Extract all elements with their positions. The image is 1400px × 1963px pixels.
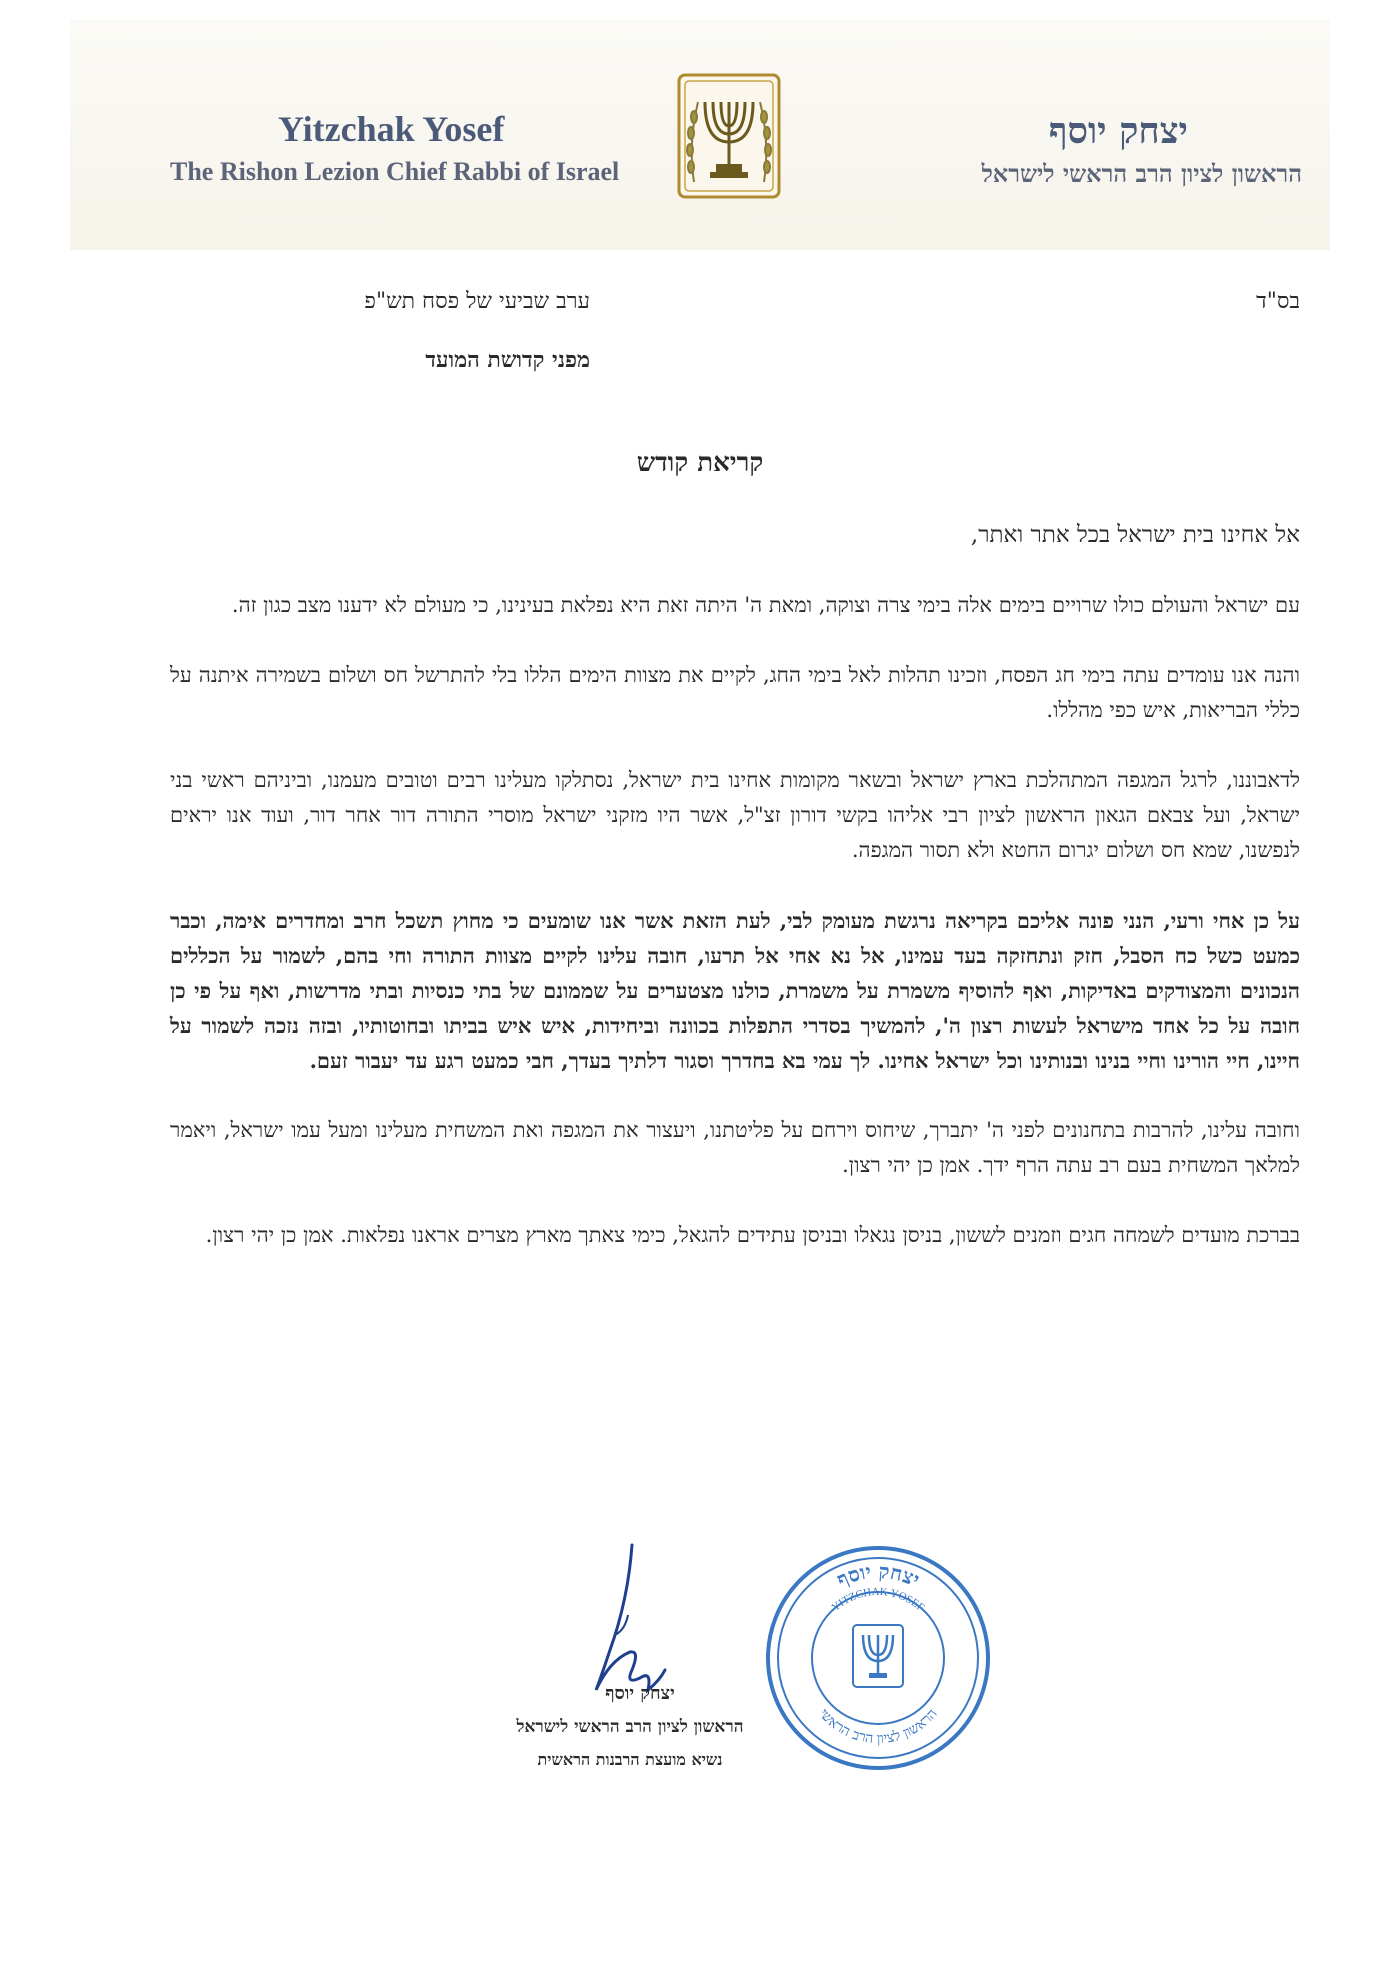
letter-heading: קריאת קודש (636, 448, 764, 478)
svg-text:הראשון לציון הרב הראשי (815, 1706, 940, 1747)
menorah-emblem-icon (676, 72, 782, 200)
letterhead-english-title: The Rishon Lezion Chief Rabbi of Israel (170, 157, 620, 186)
stamp-english-name: YITZCHAK YOSEF (829, 1585, 927, 1614)
signature-title: הראשון לציון הרב הראשי לישראל (516, 1717, 744, 1737)
signature-subtitle: נשיא מועצת הרבנות הראשית (537, 1750, 723, 1769)
body-paragraph: עם ישראל והעולם כולו שרויים בימים אלה בימי צרה וצוקה, ומאת ה' היתה זאת היא נפלאת בעינינו, כי מעולם לא ידענו מצב כגון זה. (231, 593, 1300, 617)
handwritten-signature (570, 1540, 680, 1740)
letterhead-english-name: Yitzchak Yosef (278, 109, 505, 149)
letter-greeting: אל אחינו בית ישראל בכל אתר ואתר, (970, 522, 1300, 548)
body-paragraph: והנה אנו עומדים עתה בימי חג הפסח, וזכינו תהלות לאל בימי החג, לקיים את מצוות הימים הללו בלי להתרשל חס ושלום בשמירה איתנה על כללי הבריאות, איש כפי מהללו. (170, 663, 1300, 722)
body-paragraph: וחובה עלינו, להרבות בתחנונים לפני ה' יתברך, שיחוס וירחם על פליטתנו, ויעצור את המגפה ואת המשחית מעלינו ומעל עמו ישראל, ויאמר למלאך המשחית בעם רב עתה הרף ידך. אמן כן יהי רצון. (170, 1118, 1300, 1177)
body-paragraph: בברכת מועדים לשמחה חגים וזמנים לששון, בניסן נגאלו ובניסן עתידים להגאל, כימי צאתך מארץ מצרים אראנו נפלאות. אמן כן יהי רצון. (205, 1223, 1300, 1247)
letter-date: ערב שביעי של פסח תש"פ (364, 289, 590, 314)
bsd-mark: בס"ד (1256, 289, 1300, 314)
body-paragraph-bold: על כן אחי ורעי, הנני פונה אליכם בקריאה נרגשת מעומק לבי, לעת הזאת אשר אנו שומעים כי מחוץ תשכל חרב ומחדרים אימה, וכבר כמעט כשל כח הסבל, חזק ונתחזקה בעד עמינו, אל נא אחי אל תרעו, חובה עלינו לקיים מצוות התורה וחי בהם, לשמור על הכללים הנכונים והמצודקים באדיקות, ואף להוסיף משמרת על משמרת, כולנו מצטערים על שממונם של בתי כנסיות ובתי מדרשות, ואף על פי כן חובה על כל אחד מישראל לעשות רצון ה', להמשיך בסדרי התפלות בכוונה וביחידות, איש איש בביתו ובחוטותיו, ובזה נזכה לשמור על חיינו, חיי הורינו וחיי בנינו ובנותינו וכל ישראל אחינו. לך עמי בא בחדרך וסגור דלתיך בעדך, חבי כמעט רגע עד יעבור זעם. (170, 908, 1301, 1073)
signature-name: יצחק יוסף (605, 1683, 675, 1704)
letterhead-hebrew-title: הראשון לציון הרב הראשי לישראל (981, 159, 1302, 188)
letter-body (170, 588, 1300, 1288)
body-paragraph: לדאבוננו, לרגל המגפה המתהלכת בארץ ישראל ובשאר מקומות אחינו בית ישראל, נסתלקו מעלינו רבים וטובים מעמנו, וביניהם ראשי בני ישראל, ועל צבאם הגאון הראשון לציון רבי אליהו בקשי דורון זצ"ל, אשר היו מזקני ישראל מוסרי התורה דור אחר דור, ועוד אנו יראים לנפשנו, שמא חס ושלום יגרום החטא ולא תסור המגפה. (170, 768, 1300, 862)
letter-subtitle: מפני קדושת המועד (425, 347, 590, 373)
stamp-hebrew-name: יצחק יוסף (832, 1558, 924, 1592)
stamp-hebrew-role: הראשון לציון הרב הראשי (815, 1705, 941, 1748)
letterhead-hebrew-name: יצחק יוסף (1048, 110, 1188, 152)
official-stamp (763, 1543, 993, 1773)
